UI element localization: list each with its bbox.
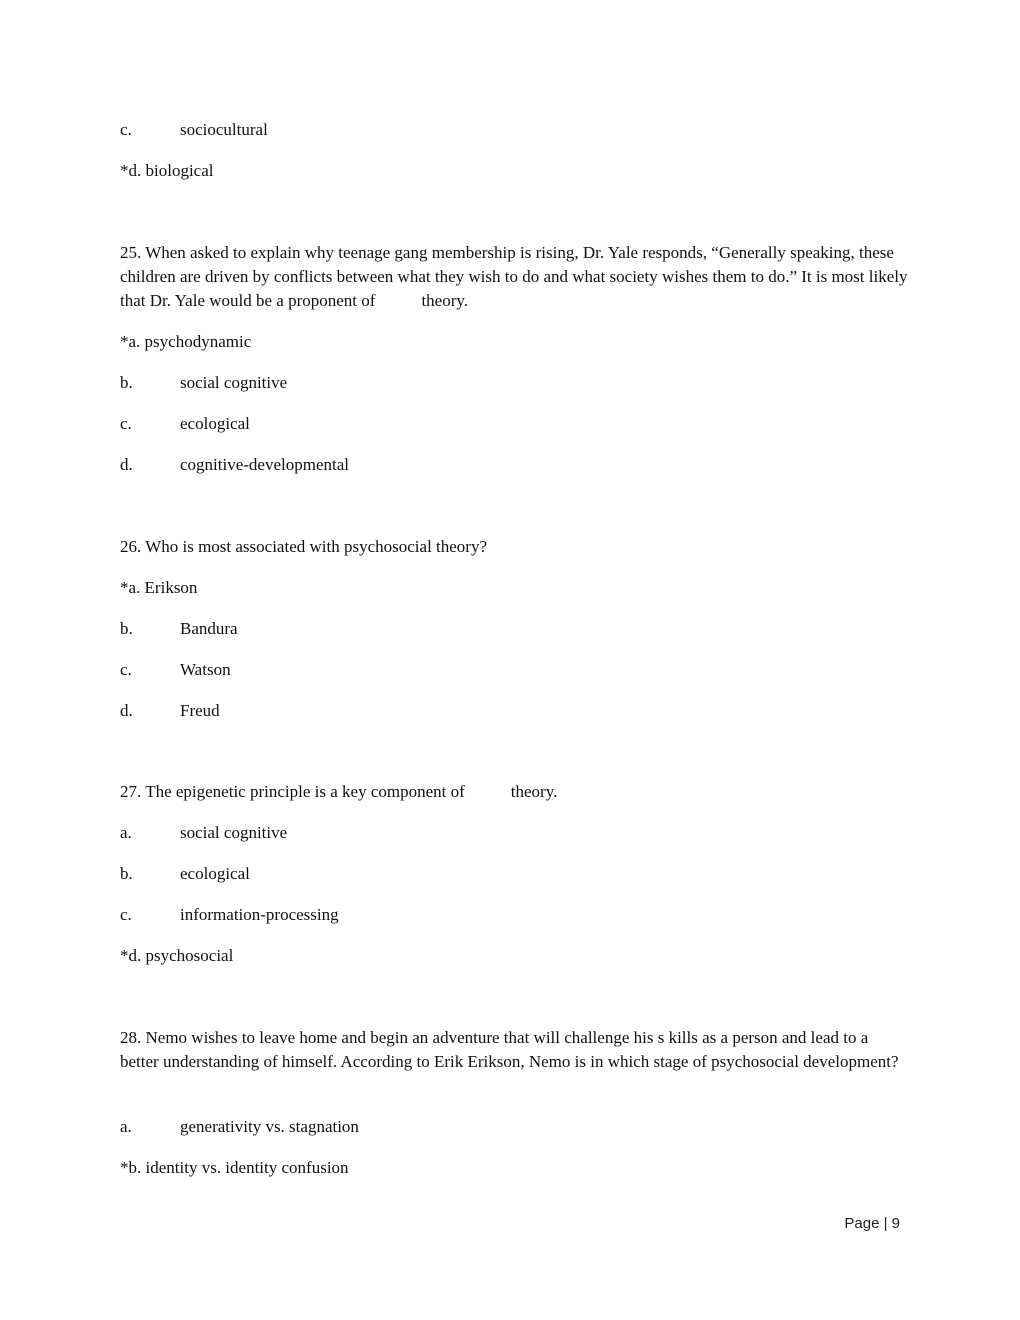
option-d-prev-answer: *d. biological	[120, 161, 214, 180]
q27-option-d-answer: *d. psychosocial	[120, 946, 234, 965]
option-letter: c.	[120, 905, 132, 924]
q28-option-a	[120, 1115, 359, 1139]
option-letter: c.	[120, 660, 132, 679]
option-text: social cognitive	[180, 823, 288, 842]
option-text: Bandura	[180, 619, 238, 638]
option-letter: b.	[120, 619, 133, 638]
option-text: cognitive-developmental	[180, 455, 349, 474]
q25-option-c	[120, 412, 250, 436]
option-letter: b.	[120, 373, 133, 392]
option-letter: d.	[120, 455, 133, 474]
q25-option-b	[120, 371, 287, 395]
question-stem-suffix: theory.	[421, 291, 469, 310]
question-26-stem: 26. Who is most associated with psychosocial theory?	[120, 537, 488, 556]
option-letter: d.	[120, 701, 133, 720]
option-text: information-processing	[180, 905, 339, 924]
question-28-stem: 28. Nemo wishes to leave home and begin an adventure that will challenge his s kills as a person and lead to a better understanding of himself. According to Erik Erikson, Nemo is in which stage of psychosocial development?	[120, 1028, 899, 1071]
question-27-stem	[120, 780, 557, 804]
option-letter: b.	[120, 864, 133, 883]
option-c-prev	[120, 118, 268, 142]
option-text: generativity vs. stagnation	[180, 1117, 359, 1136]
option-text: Watson	[180, 660, 231, 679]
q25-option-a-answer: *a. psychodynamic	[120, 332, 252, 351]
option-text: ecological	[180, 864, 250, 883]
option-text: ecological	[180, 414, 250, 433]
option-text: social cognitive	[180, 373, 288, 392]
question-stem-suffix: theory.	[510, 782, 558, 801]
q28-option-b-answer: *b. identity vs. identity confusion	[120, 1158, 349, 1177]
q26-option-a-answer: *a. Erikson	[120, 578, 198, 597]
option-letter: a.	[120, 823, 132, 842]
option-text: Freud	[180, 701, 220, 720]
question-25-stem	[120, 241, 910, 313]
option-letter: a.	[120, 1117, 132, 1136]
q26-option-d	[120, 699, 220, 723]
question-stem-text: 27. The epigenetic principle is a key component of	[120, 782, 465, 801]
option-letter: c.	[120, 414, 132, 433]
option-text: sociocultural	[180, 120, 268, 139]
question-stem-text: 25. When asked to explain why teenage gang membership is rising, Dr. Yale responds, “Generally speaking, these children are driven by conflicts between what they wish to do and what society wishes them to do.” It is most likely that Dr. Yale would be a proponent of	[120, 243, 908, 310]
q27-option-c	[120, 903, 339, 927]
q27-option-a	[120, 821, 287, 845]
q26-option-b	[120, 617, 238, 641]
page-number: Page | 9	[844, 1215, 900, 1232]
q26-option-c	[120, 658, 231, 682]
q25-option-d	[120, 453, 349, 477]
q27-option-b	[120, 862, 250, 886]
option-letter: c.	[120, 120, 132, 139]
